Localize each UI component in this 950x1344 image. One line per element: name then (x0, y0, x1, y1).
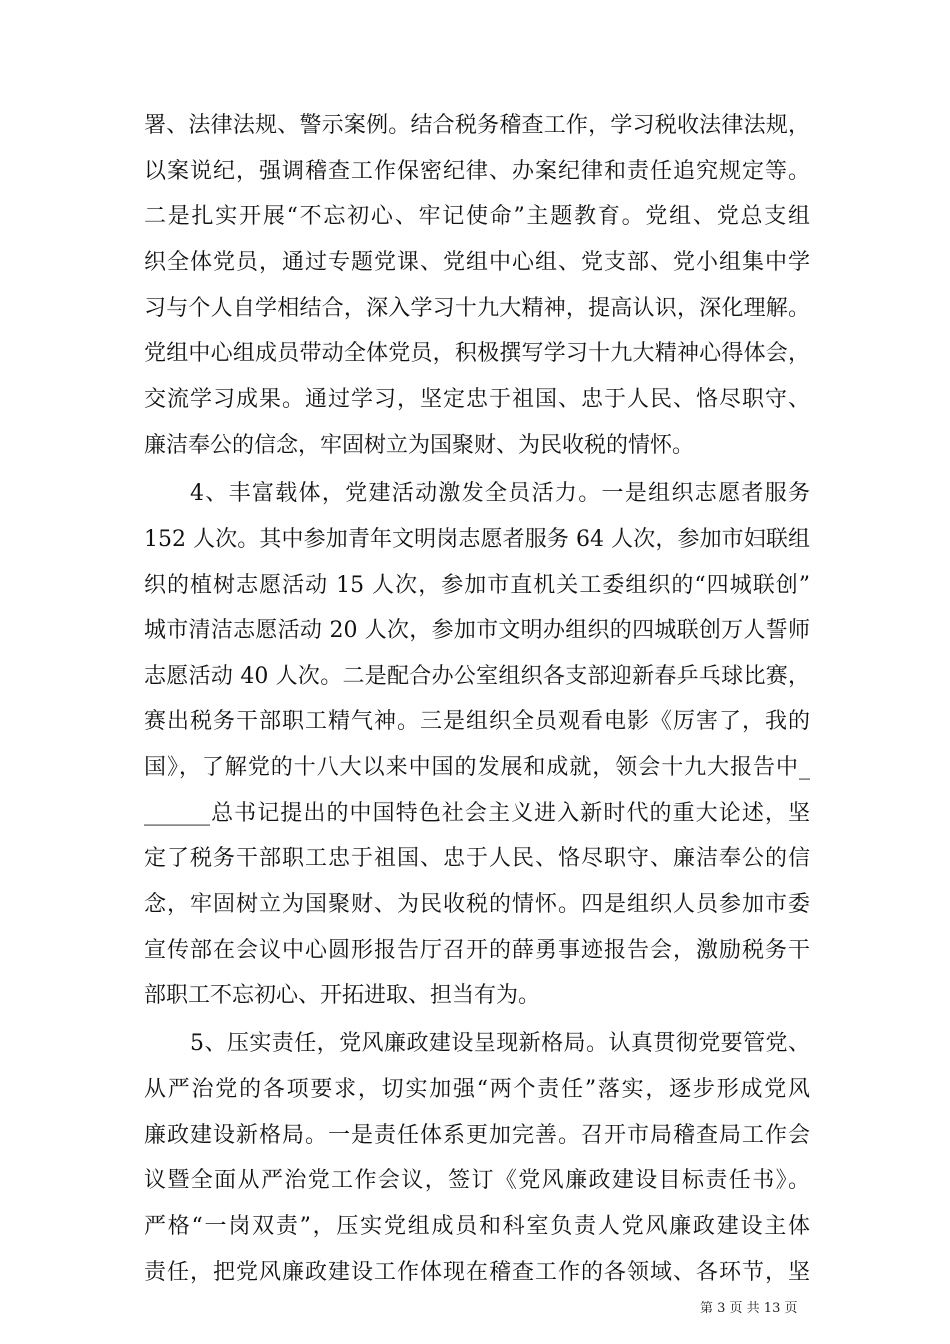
text-line: 二是扎实开展“不忘初心、牢记使命”主题教育。党组、党总支组 (144, 204, 810, 229)
text-line: 廉洁奉公的信念，牢固树立为国聚财、为民收税的情怀。 (144, 433, 695, 458)
text-line: 部职工不忘初心、开拓进取、担当有为。 (144, 983, 541, 1008)
text-line: 以案说纪，强调稽查工作保密纪律、办案纪律和责任追究规定等。 (144, 159, 810, 184)
text-line: 城市清洁志愿活动 20 人次，参加市文明办组织的四城联创万人誓师 (144, 618, 810, 643)
text-line: 念，牢固树立为国聚财、为民收税的情怀。四是组织人员参加市委 (144, 892, 810, 917)
text-line: 议暨全面从严治党工作会议，签订《党风廉政建设目标责任书》。 (144, 1168, 810, 1193)
text-line: 152 人次。其中参加青年文明岗志愿者服务 64 人次，参加市妇联组 (144, 527, 810, 552)
text-line: 4、丰富载体，党建活动激发全员活力。一是组织志愿者服务 (190, 481, 810, 506)
text-line: 严格“一岗双责”，压实党组成员和科室负责人党风廉政建设主体 (144, 1214, 810, 1239)
text-line: 党组中心组成员带动全体党员，积极撰写学习十九大精神心得体会， (144, 341, 810, 366)
text-line: 织的植树志愿活动 15 人次，参加市直机关工委组织的“四城联创” (144, 573, 810, 598)
text-line: 志愿活动 40 人次。二是配合办公室组织各支部迎新春乒乓球比赛， (144, 664, 810, 689)
text-line: 廉政建设新格局。一是责任体系更加完善。召开市局稽查局工作会 (144, 1123, 810, 1148)
text-line: 习与个人自学相结合，深入学习十九大精神，提高认识，深化理解。 (144, 296, 810, 321)
text-line: 国》，了解党的十八大以来中国的发展和成就，领会十九大报告中_ (144, 755, 810, 780)
text-line: 织全体党员，通过专题党课、党组中心组、党支部、党小组集中学 (144, 250, 810, 275)
text-line: 定了税务干部职工忠于祖国、忠于人民、恪尽职守、廉洁奉公的信 (144, 846, 810, 871)
text-line: ______总书记提出的中国特色社会主义进入新时代的重大论述，坚 (144, 801, 810, 826)
text-line: 5、压实责任，党风廉政建设呈现新格局。认真贯彻党要管党、 (190, 1031, 810, 1056)
text-line: 署、法律法规、警示案例。结合税务稽查工作，学习税收法律法规， (144, 113, 810, 138)
text-line: 责任，把党风廉政建设工作体现在稽查工作的各领域、各环节，坚 (144, 1260, 810, 1285)
text-line: 交流学习成果。通过学习，坚定忠于祖国、忠于人民、恪尽职守、 (144, 387, 810, 412)
text-line: 宣传部在会议中心圆形报告厅召开的薛勇事迹报告会，激励税务干 (144, 938, 810, 963)
page-footer: 第 3 页 共 13 页 (700, 1301, 798, 1316)
text-line: 从严治党的各项要求，切实加强“两个责任”落实，逐步形成党风 (144, 1077, 810, 1102)
text-line: 赛出税务干部职工精气神。三是组织全员观看电影《厉害了，我的 (144, 709, 810, 734)
